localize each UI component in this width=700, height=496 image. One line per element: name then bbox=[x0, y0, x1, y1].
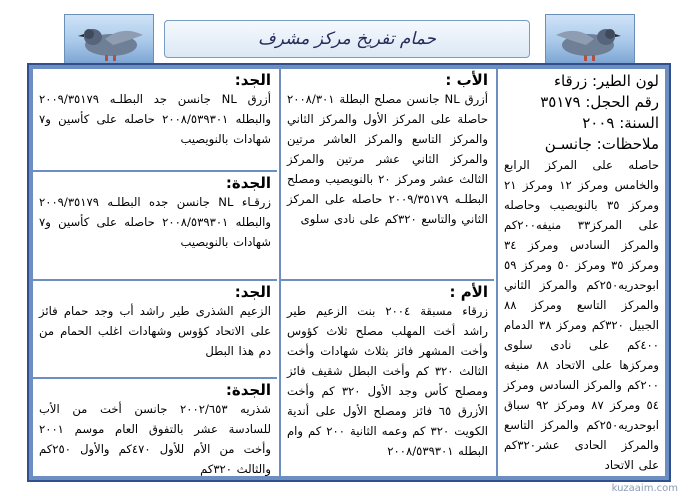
pedigree-frame bbox=[27, 63, 671, 482]
grandfather-heading: الجد: bbox=[234, 283, 271, 301]
bird-notes-label: ملاحظات: جانسـن bbox=[544, 135, 659, 153]
grandmother-heading: الجدة: bbox=[225, 174, 271, 192]
pigeon-photo-left bbox=[64, 14, 154, 64]
mother-heading: الأم : bbox=[449, 283, 488, 301]
watermark: kuzaaim.com bbox=[611, 483, 678, 494]
mother-cell bbox=[281, 281, 494, 476]
grandmother-maternal-cell bbox=[33, 379, 277, 476]
father-heading: الأب : bbox=[445, 71, 488, 89]
pigeon-photo-right bbox=[545, 14, 635, 64]
grandfather-text: أزرق NL جانسن جد البطلـه ٢٠٠٩/٣٥١٧٩ والبطله ٢٠٠٨/٥٣٩٣٠١ حاصله على كأسين و٧ شهادات بالنويصيب bbox=[39, 92, 272, 146]
page-title: حمام تفريخ مركز مشرف bbox=[164, 20, 530, 58]
bird-info-column bbox=[496, 69, 665, 476]
grandmother-text: شذريه ٢٠٠٢/٦٥٣ جانسن أخت من الأب للسادسة عشر بالتفوق العام موسم ٢٠٠١ وأخت من الأم للأول ٤٧٠كم والأول ٢٥٠كم والثالث ٣٢٠كم bbox=[39, 402, 271, 476]
bird-color: لون الطير: زرقاء bbox=[553, 72, 659, 90]
grandmother-text: زرقـاء NL جانسن جده البطلـه ٢٠٠٩/٣٥١٧٩ والبطله ٢٠٠٨/٥٣٩٣٠١ حاصله على كأسين و٧ شهادات بالنويصيب bbox=[39, 195, 272, 249]
father-cell bbox=[281, 69, 494, 279]
parents-column bbox=[279, 69, 494, 476]
grandfather-heading: الجد: bbox=[234, 71, 271, 89]
grandmother-paternal-cell bbox=[33, 172, 277, 279]
grandmother-heading: الجدة: bbox=[225, 381, 271, 399]
mother-text: زرقاء مسبقة ٢٠٠٤ بنت الزعيم طير راشد أخت المهلب مصلح ثلاث كؤوس وأخت المشهر فائز بثلاث شهادات وأخت الثالث ٣٢٠ كم وأخت البطل شقيف فائز ومصلح كأس وجد الأول ٣٢٠ كم وأخت الأزرق ٦٥ فائز ومصلح الأول على أندية الكويت ٣٢٠ كم وعمه الثانية ٢٠٠ كم وام البطله ٢٠٠٨/٥٣٩٣٠١ bbox=[287, 304, 489, 458]
bird-year: السنة: ٢٠٠٩ bbox=[582, 114, 659, 132]
grandparents-column bbox=[33, 69, 277, 476]
grandfather-paternal-cell bbox=[33, 69, 277, 170]
bird-notes-text: حاصله على المركز الرابع والخامس ومركز ١٢ ومركز ٢١ ومركز ٣٥ بالنويصيب وحاصله على المركز٣٣ منيفه٢٠٠كم والمركز السادس ومركز ٣٤ ومركز ٣٥ ومركز ٥٠ ومركز ٥٩ ابوحدريه٢٥٠كم والمركز الثاني والمركز التاسع ومركز ٨٨ الجبيل ٣٢٠كم ومركز ٣٨ الدمام ٤٠٠كم على نادى سلوى ومركزها على الاتحاد ٨٨ منيفه ٢٠٠كم والمركز السادس ومركز ٥٤ ومركز ٨٧ ومركز ٩٢ سباق ابوحدريه٢٥٠كم والمركز التاسع والمركز الحادى عشر٣٢٠كم على الاتحاد bbox=[504, 158, 660, 472]
bird-ring-number: رقم الحجل: ٣٥١٧٩ bbox=[540, 93, 659, 111]
father-text: أزرق NL جانسن مصلح البطلة ٢٠٠٨/٣٠١ حاصلة على المركز الأول والمركز الثاني والمركز التاسع والمركز العاشر مرتين والمركز الثاني عشر مرتين والمركز الثالث عشر ومركز ٢٠ بالنويصيب ومصلح البطلـه ٢٠٠٩/٣٥١٧٩ حاصله على المركز الثاني والتاسع ٣٢٠كم على نادى سلوى bbox=[287, 92, 489, 226]
grandfather-maternal-cell bbox=[33, 281, 277, 377]
grandfather-text: الزعيم الشذرى طير راشد أب وجد حمام فائز على الاتحاد كؤوس وشهادات اغلب الحمام من دم هذا البطل bbox=[39, 304, 271, 358]
